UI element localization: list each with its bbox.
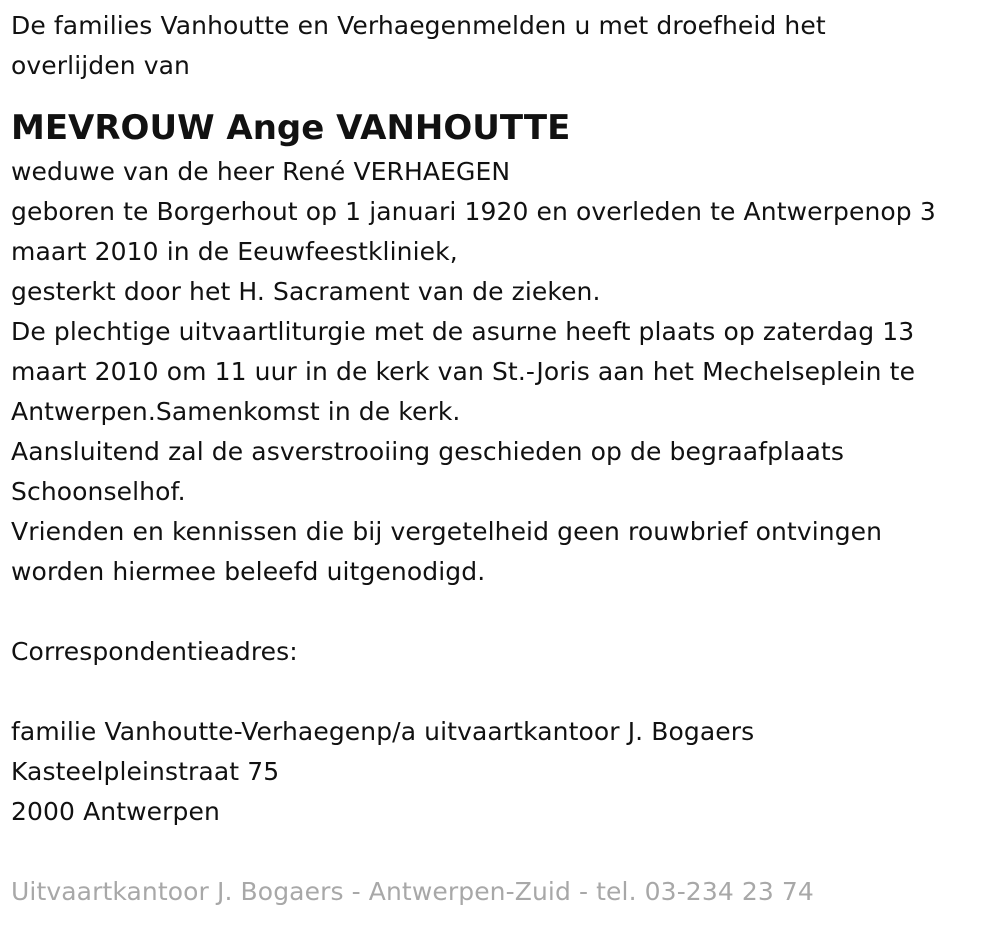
spacer	[11, 672, 1000, 712]
intro-line-1: De families Vanhoutte en Verhaegenmelden u met droefheid het	[11, 11, 826, 40]
body-line: maart 2010 in de Eeuwfeestkliniek,	[11, 237, 458, 266]
body-line: Antwerpen.Samenkomst in de kerk.	[11, 397, 461, 426]
body-line: geboren te Borgerhout op 1 januari 1920 en overleden te Antwerpenop 3	[11, 197, 936, 226]
address-line: Kasteelpleinstraat 75	[11, 757, 280, 786]
notice-body	[11, 152, 1000, 592]
body-line: De plechtige uitvaartliturgie met de asurne heeft plaats op zaterdag 13	[11, 317, 915, 346]
body-line: worden hiermee beleefd uitgenodigd.	[11, 557, 486, 586]
correspondence-heading: Correspondentieadres:	[11, 637, 298, 666]
body-line: Aansluitend zal de asverstrooiing geschieden op de begraafplaats	[11, 437, 844, 466]
body-line: Vrienden en kennissen die bij vergetelheid geen rouwbrief ontvingen	[11, 517, 883, 546]
body-line: maart 2010 om 11 uur in de kerk van St.-Joris aan het Mechelseplein te	[11, 357, 916, 386]
spacer	[11, 592, 1000, 632]
address-line: familie Vanhoutte-Verhaegenp/a uitvaartkantoor J. Bogaers	[11, 717, 755, 746]
body-line: Schoonselhof.	[11, 477, 186, 506]
deceased-name: MEVROUW Ange VANHOUTTE	[11, 108, 571, 148]
address-line: 2000 Antwerpen	[11, 797, 220, 826]
correspondence-address	[11, 712, 1000, 832]
body-line: gesterkt door het H. Sacrament van de zieken.	[11, 277, 601, 306]
body-line: weduwe van de heer René VERHAEGEN	[11, 157, 511, 186]
funeral-home-footer: Uitvaartkantoor J. Bogaers - Antwerpen-Zuid - tel. 03-234 23 74	[11, 877, 814, 906]
intro-line-2: overlijden van	[11, 51, 190, 80]
